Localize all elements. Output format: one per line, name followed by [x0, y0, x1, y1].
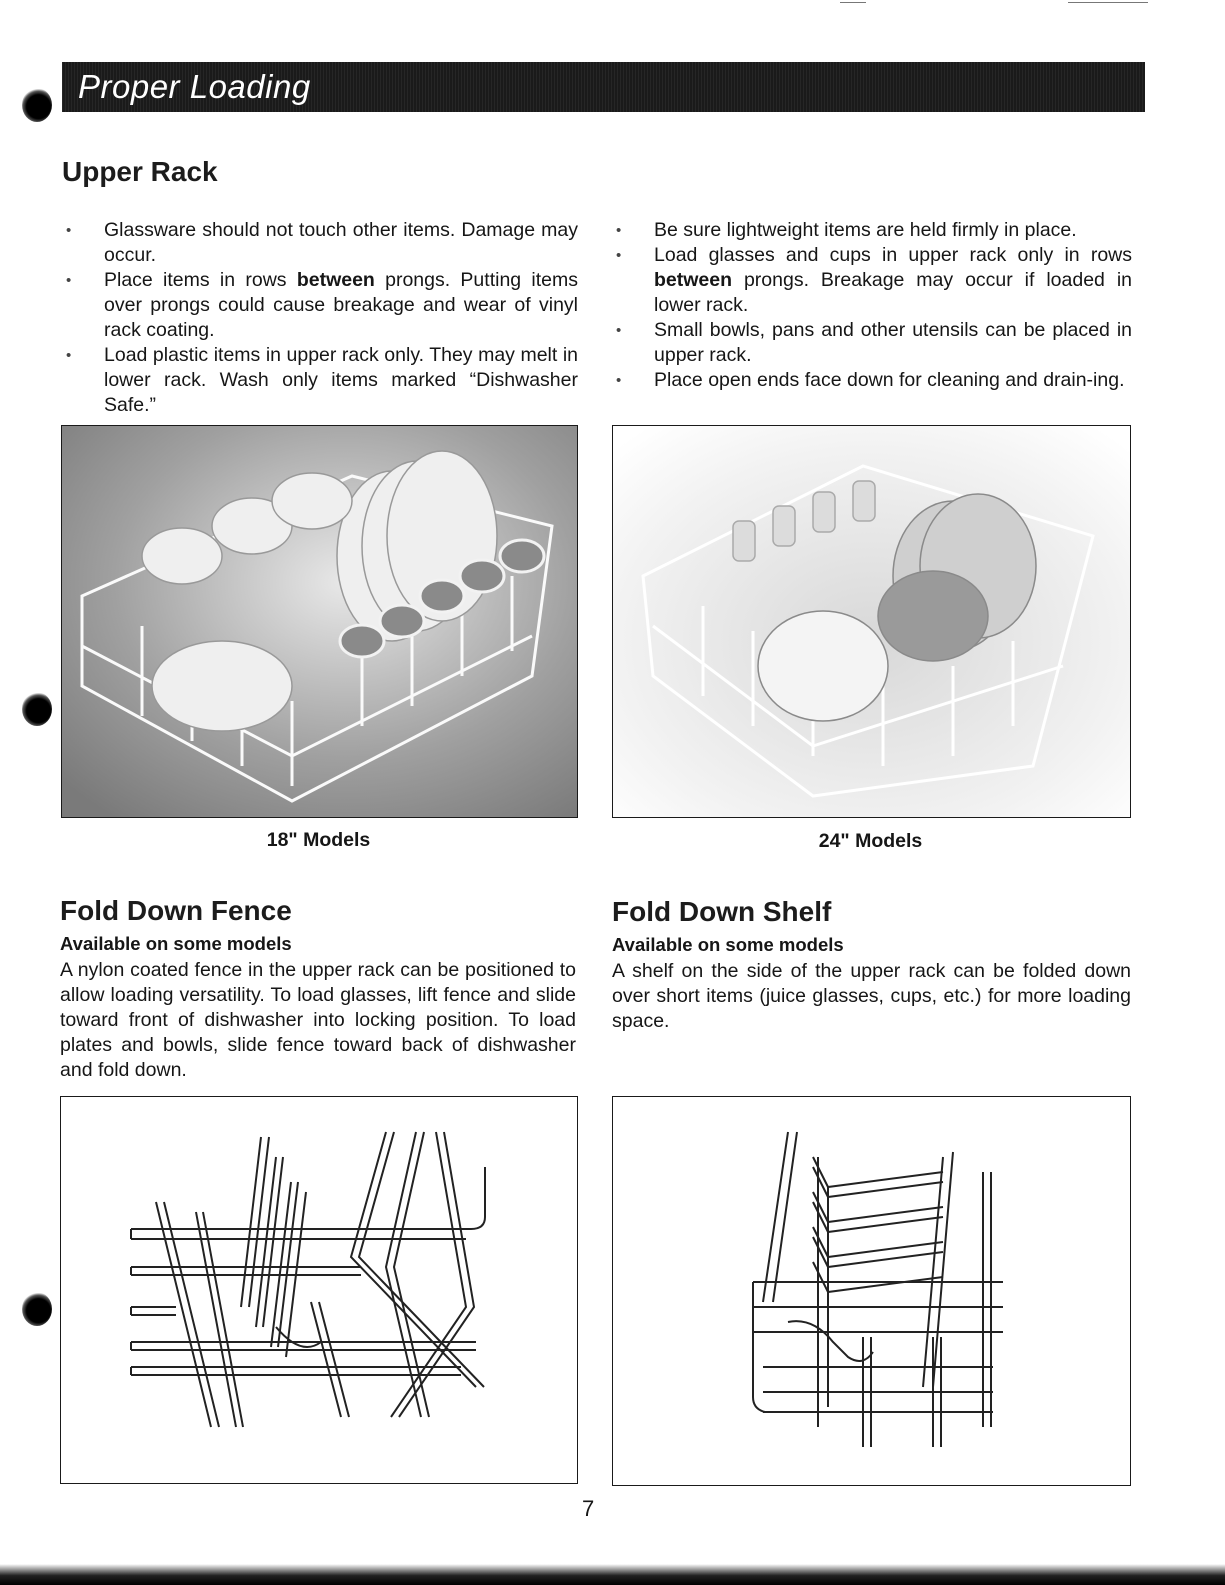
- page-title: Proper Loading: [78, 68, 311, 105]
- upper-rack-photo-24-inch: [612, 425, 1131, 818]
- upper-rack-bullets-right: [612, 218, 1132, 393]
- upper-rack-bullets-left: [62, 218, 578, 418]
- fold-down-fence-heading: Fold Down Fence: [60, 895, 292, 926]
- scan-bottom-edge: [0, 1564, 1225, 1585]
- emphasis-text: between: [296, 269, 375, 291]
- fold-down-fence-diagram: [60, 1096, 578, 1484]
- emphasis-text: between: [654, 269, 733, 291]
- bullet-item: • Small bowls, pans and other utensils can be placed in upper rack.: [612, 318, 1132, 368]
- bullet-item: • Load plastic items in upper rack only. They may melt in lower rack. Wash only items marked “Dishwasher Safe.”: [62, 343, 578, 418]
- upper-rack-heading: Upper Rack: [62, 156, 218, 187]
- shelf-line-drawing: [613, 1097, 1130, 1485]
- caption-24-inch-models: 24" Models: [818, 830, 923, 852]
- rack-photo-18-illustration: [62, 426, 577, 817]
- bullet-item: • Load glasses and cups in upper rack only in rows between prongs. Breakage may occur if loaded in lower rack.: [612, 243, 1132, 318]
- bullet-item: • Place open ends face down for cleaning and drain-ing.: [612, 368, 1132, 393]
- caption-18-inch-models: 18" Models: [266, 829, 371, 851]
- fold-down-shelf-body: A shelf on the side of the upper rack can be folded down over short items (juice glasses, cups, etc.) for more loading space.: [612, 960, 1131, 1032]
- fold-down-fence-body: A nylon coated fence in the upper rack can be positioned to allow loading versatility. To load glasses, lift fence and slide toward front of dishwasher into locking position. To load plates and bowls, slide fence toward back of dishwasher and fold down.: [60, 959, 576, 1081]
- binder-hole-bottom: [22, 1292, 52, 1326]
- fold-down-shelf-diagram: [612, 1096, 1131, 1486]
- bullet-item: • Be sure lightweight items are held firmly in place.: [612, 218, 1132, 243]
- fence-line-drawing: [61, 1097, 577, 1483]
- scan-mark: [840, 2, 866, 3]
- bullet-item: • Glassware should not touch other items. Damage may occur.: [62, 218, 578, 268]
- fold-down-shelf-availability: Available on some models: [612, 934, 844, 955]
- scan-mark: [1068, 2, 1148, 3]
- fold-down-fence-availability: Available on some models: [60, 933, 292, 954]
- upper-rack-photo-18-inch: [61, 425, 578, 818]
- binder-hole-middle: [22, 692, 52, 726]
- bullet-item: • Place items in rows between prongs. Putting items over prongs could cause breakage and wear of vinyl rack coating.: [62, 268, 578, 343]
- binder-hole-top: [22, 88, 52, 122]
- page-number: 7: [582, 1496, 595, 1521]
- rack-photo-24-illustration: [613, 426, 1130, 817]
- fold-down-shelf-heading: Fold Down Shelf: [612, 896, 832, 927]
- header-banner: [62, 62, 1145, 112]
